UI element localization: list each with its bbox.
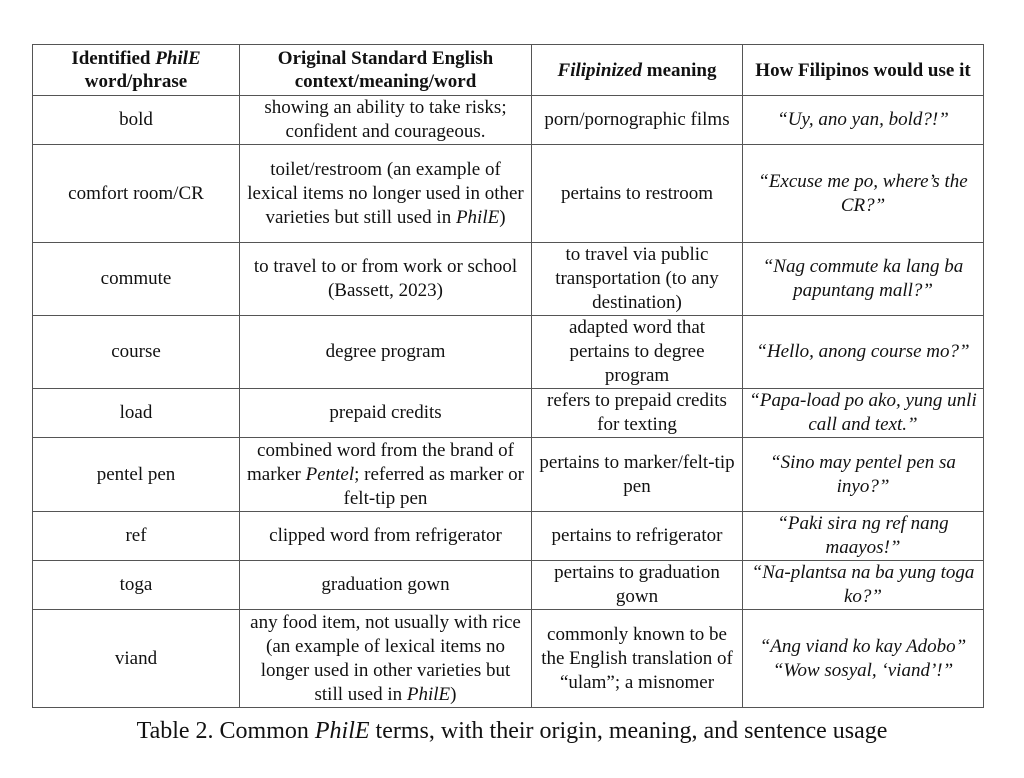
original-cell (240, 438, 532, 512)
term-cell: comfort room/CR (33, 145, 240, 243)
caption-pre: Table 2. Common (136, 718, 315, 744)
meaning-cell: refers to prepaid credits for texting (532, 389, 743, 438)
term-cell: load (33, 389, 240, 438)
original-text-post: ) (450, 683, 457, 705)
term-cell: ref (33, 512, 240, 561)
term-cell: toga (33, 561, 240, 610)
usage-cell: “Uy, ano yan, bold?!” (743, 96, 984, 145)
meaning-cell: to travel via public transportation (to any destination) (532, 243, 743, 316)
term-cell: bold (33, 96, 240, 145)
meaning-cell: commonly known to be the English translation of “ulam”; a misnomer (532, 610, 743, 708)
table-row (33, 316, 984, 389)
header-usage (743, 45, 984, 96)
header-original-meaning (240, 45, 532, 96)
table-row (33, 389, 984, 438)
term-cell: viand (33, 610, 240, 708)
usage-line-2: “Wow sosyal, ‘viand’!” (772, 659, 954, 681)
original-cell: to travel to or from work or school (Bassett, 2023) (240, 243, 532, 316)
original-cell: clipped word from refrigerator (240, 512, 532, 561)
meaning-cell: adapted word that pertains to degree program (532, 316, 743, 389)
caption-italic: PhilE (314, 718, 370, 744)
header-identified-word (33, 45, 240, 96)
table-row (33, 243, 984, 316)
caption-post: terms, with their origin, meaning, and sentence usage (369, 718, 888, 744)
header-filipinized-meaning (532, 45, 743, 96)
usage-cell: “Nag commute ka lang ba papuntang mall?” (743, 243, 984, 316)
original-cell (240, 145, 532, 243)
usage-cell: “Excuse me po, where’s the CR?” (743, 145, 984, 243)
term-cell: commute (33, 243, 240, 316)
original-cell: graduation gown (240, 561, 532, 610)
usage-cell: “Na-plantsa na ba yung toga ko?” (743, 561, 984, 610)
original-cell: degree program (240, 316, 532, 389)
original-cell: showing an ability to take risks; confident and courageous. (240, 96, 532, 145)
original-text: toilet/restroom (an example of lexical items no longer used in other varieties but still used in (247, 158, 524, 228)
term-cell: course (33, 316, 240, 389)
original-cell (240, 610, 532, 708)
usage-cell: “Paki sira ng ref nang maayos!” (743, 512, 984, 561)
usage-cell (743, 610, 984, 708)
original-italic: PhilE (406, 683, 451, 705)
header-original-text: Original Standard English context/meaning/word (277, 48, 494, 92)
table-header-row (33, 45, 984, 96)
table-row (33, 610, 984, 708)
table-row (33, 438, 984, 512)
header-identified-pre: Identified (71, 48, 156, 69)
original-italic: Pentel (305, 463, 355, 485)
original-text-post: ) (499, 206, 506, 228)
phile-terms-table (32, 44, 984, 708)
table-row (33, 512, 984, 561)
original-text-post: ; referred as marker or felt-tip pen (343, 463, 524, 509)
original-cell: prepaid credits (240, 389, 532, 438)
usage-line-1: “Ang viand ko kay Adobo” (759, 635, 967, 657)
usage-cell: “Sino may pentel pen sa inyo?” (743, 438, 984, 512)
meaning-cell: pertains to marker/felt-tip pen (532, 438, 743, 512)
meaning-cell: pertains to restroom (532, 145, 743, 243)
meaning-cell: pertains to refrigerator (532, 512, 743, 561)
meaning-cell: porn/pornographic films (532, 96, 743, 145)
table-caption (0, 716, 1024, 746)
header-identified-post: word/phrase (84, 71, 188, 92)
original-italic: PhilE (455, 206, 500, 228)
table-row (33, 561, 984, 610)
usage-cell: “Hello, anong course mo?” (743, 316, 984, 389)
table-row (33, 96, 984, 145)
term-cell: pentel pen (33, 438, 240, 512)
meaning-cell: pertains to graduation gown (532, 561, 743, 610)
header-filipinized-post: meaning (642, 59, 717, 81)
table-row (33, 145, 984, 243)
usage-cell: “Papa-load po ako, yung unli call and text.” (743, 389, 984, 438)
original-text: combined word from the brand of marker (247, 439, 514, 485)
header-filipinized-italic: Filipinized (557, 59, 643, 81)
header-identified-italic: PhilE (155, 48, 201, 69)
header-usage-text: How Filipinos would use it (755, 59, 971, 81)
phile-terms-table-container (32, 44, 983, 708)
original-text: any food item, not usually with rice (an example of lexical items no longer used in other varieties but still used in (250, 611, 521, 705)
